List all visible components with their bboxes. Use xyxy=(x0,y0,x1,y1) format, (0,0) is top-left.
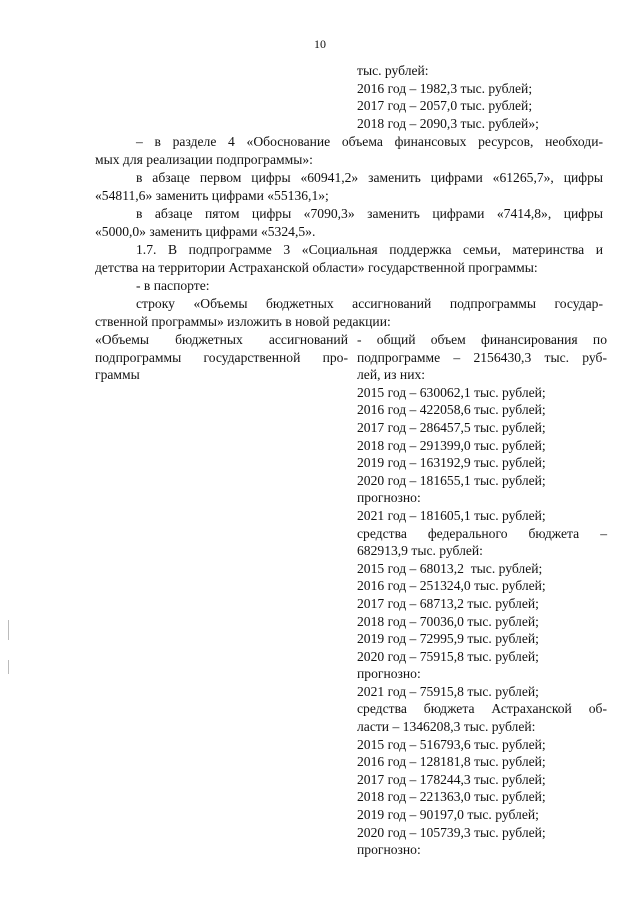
paragraph-passport: - в паспорте: xyxy=(136,278,210,293)
right-cell-line: - общий объем финансирования по xyxy=(357,332,607,347)
left-cell-line: подпрограммы государственной про- xyxy=(95,349,348,365)
continued-funding-block xyxy=(357,62,607,132)
right-cell-line: 2020 год – 181655,1 тыс. рублей; xyxy=(357,472,546,488)
right-cell-line: 2015 год – 630062,1 тыс. рублей; xyxy=(357,384,546,400)
right-cell-line: ласти – 1346208,3 тыс. рублей: xyxy=(357,719,536,735)
paragraph-row-line1: строку «Объемы бюджетных ассигнований подпрограммы государ- xyxy=(136,296,603,311)
right-cell-line: прогнозно: xyxy=(357,490,421,506)
right-cell-line: 2016 год – 422058,6 тыс. рублей; xyxy=(357,402,546,418)
left-cell-line: граммы xyxy=(95,367,140,383)
scan-margin-mark xyxy=(8,660,9,674)
right-cell-line: 2016 год – 251324,0 тыс. рублей; xyxy=(357,578,546,594)
right-cell-line: 2018 год – 221363,0 тыс. рублей; xyxy=(357,789,546,805)
scan-margin-mark xyxy=(8,620,9,640)
paragraph-first-abzac-line2: «54811,6» заменить цифрами «55136,1»; xyxy=(95,188,329,203)
paragraph-1-7-line1: 1.7. В подпрограмме 3 «Социальная поддержка семьи, материнства и xyxy=(136,242,603,257)
right-cell-line: 2019 год – 90197,0 тыс. рублей; xyxy=(357,807,539,823)
right-cell-line: прогнозно: xyxy=(357,666,421,682)
right-cell-line: 2018 год – 70036,0 тыс. рублей; xyxy=(357,613,539,629)
right-cell-line: 2020 год – 75915,8 тыс. рублей; xyxy=(357,648,539,664)
right-cell-line: лей, из них: xyxy=(357,367,426,383)
right-cell-line: прогнозно: xyxy=(357,842,421,858)
right-cell-line: 2019 год – 163192,9 тыс. рублей; xyxy=(357,455,546,471)
table-right-cell xyxy=(357,331,607,859)
right-cell-line: 2016 год – 128181,8 тыс. рублей; xyxy=(357,754,546,770)
right-cell-line: 2017 год – 178244,3 тыс. рублей; xyxy=(357,771,546,787)
paragraph-row-line2: ственной программы» изложить в новой редакции: xyxy=(95,314,391,329)
right-cell-line: средства бюджета Астраханской об- xyxy=(357,701,607,717)
page-number: 10 xyxy=(314,37,326,51)
right-cell-line: подпрограмме – 2156430,3 тыс. руб- xyxy=(357,349,607,365)
continued-line: 2017 год – 2057,0 тыс. рублей; xyxy=(357,98,533,114)
paragraph-first-abzac-line1: в абзаце первом цифры «60941,2» заменить цифрами «61265,7», цифры xyxy=(136,170,603,185)
right-cell-line: средства федерального бюджета – xyxy=(357,525,607,541)
continued-line: 2018 год – 2090,3 тыс. рублей»; xyxy=(357,115,539,131)
right-cell-line: 2015 год – 68013,2 тыс. рублей; xyxy=(357,560,543,576)
right-cell-line: 2017 год – 68713,2 тыс. рублей; xyxy=(357,595,539,611)
right-cell-line: 682913,9 тыс. рублей: xyxy=(357,543,483,559)
right-cell-line: 2020 год – 105739,3 тыс. рублей; xyxy=(357,824,546,840)
right-cell-line: 2021 год – 181605,1 тыс. рублей; xyxy=(357,507,546,523)
right-cell-line: 2018 год – 291399,0 тыс. рублей; xyxy=(357,437,546,453)
table-left-cell xyxy=(95,331,348,384)
continued-line: тыс. рублей: xyxy=(357,63,429,78)
continued-line: 2016 год – 1982,3 тыс. рублей; xyxy=(357,80,533,96)
left-cell-line: «Объемы бюджетных ассигнований xyxy=(95,332,348,347)
paragraph-fifth-abzac-line2: «5000,0» заменить цифрами «5324,5». xyxy=(95,224,316,239)
paragraph-section4-line1: – в разделе 4 «Обоснование объема финансовых ресурсов, необходи- xyxy=(136,134,603,149)
right-cell-line: 2017 год – 286457,5 тыс. рублей; xyxy=(357,419,546,435)
paragraph-section4-line2: мых для реализации подпрограммы»: xyxy=(95,152,313,167)
right-cell-line: 2019 год – 72995,9 тыс. рублей; xyxy=(357,631,539,647)
paragraph-1-7-line2: детства на территории Астраханской области» государственной программы: xyxy=(95,260,538,275)
right-cell-line: 2015 год – 516793,6 тыс. рублей; xyxy=(357,736,546,752)
paragraph-fifth-abzac-line1: в абзаце пятом цифры «7090,3» заменить цифрами «7414,8», цифры xyxy=(136,206,603,221)
right-cell-line: 2021 год – 75915,8 тыс. рублей; xyxy=(357,683,539,699)
